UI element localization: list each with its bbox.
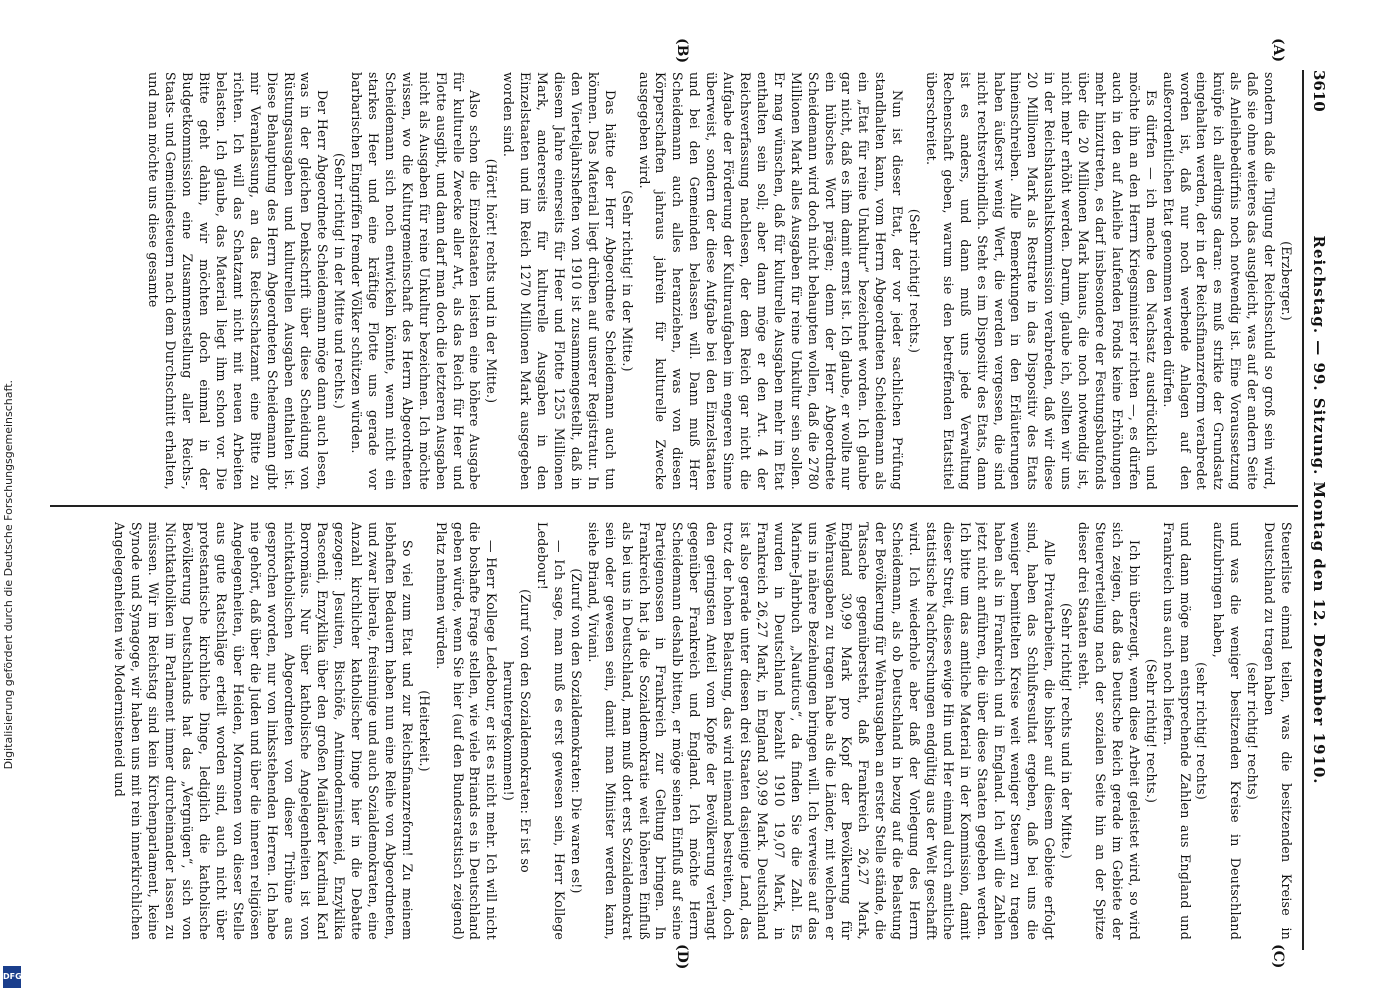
left-column bbox=[60, 72, 1294, 490]
interjection: (Zuruf von den Sozialdemokraten: Er ist so heruntergekommen!) bbox=[501, 589, 534, 873]
interjection: (Sehr richtig! in der Mitte.) bbox=[619, 190, 635, 372]
page-title: Reichstag. — 99. Sitzung. Montag den 12. Dezember 1910. bbox=[1310, 235, 1328, 785]
margin-marker-a: (A) bbox=[1270, 38, 1286, 63]
interjection: (Sehr richtig! rechts.) bbox=[1143, 658, 1159, 804]
page-header bbox=[1302, 70, 1330, 950]
interjection: (Sehr richtig! rechts.) bbox=[907, 208, 923, 354]
page-wrap bbox=[50, 38, 1330, 970]
margin-marker-c: (C) bbox=[1270, 944, 1286, 969]
dfg-logo: DFG bbox=[3, 966, 21, 988]
paragraph: Also schon die Einzelstaaten leisten eine höhere Ausgabe für kulturelle Zwecke aller Art, als das Reich für Heer und Flotte ausgibt, und dann darf man doch die letzteren Ausgaben nicht als Ausgaben für reine Unkultur bezeichnen. Ich möchte wissen, wo die Kulturgemeinschaft des Herrn Abgeordneten Scheidemann sich noch entwickeln könnte, wenn nicht ein starkes Heer und eine kräftige Flotte uns gerade vor barbarischen Eingriffen fremder Völker schützen würden. bbox=[349, 72, 483, 490]
interjection: (Hört! hört! rechts und in der Mitte.) bbox=[484, 158, 500, 404]
paragraph: Das hätte der Herr Abgeordnete Scheidemann auch tun können. Das Material liegt drüben auf unserer Registratur. In den Vierteljahrsheften von 1910 ist zusammengestellt, daß in diesem Jahre einerseits für Heer und Flotte 1255 Millionen Mark, andererseits für kulturelle Ausgaben in den Einzelstaaten und im Reich 1270 Millionen Mark ausgegeben worden sind. bbox=[501, 72, 618, 490]
paragraph: Steuerliste einmal teilen, was die besitzenden Kreise in Deutschland zu tragen haben bbox=[1262, 522, 1294, 940]
page-number: 3610 bbox=[1310, 70, 1328, 112]
interjection: (Sehr richtig! rechts und in der Mitte.) bbox=[1059, 602, 1075, 860]
paragraph: sondern daß die Tilgung der Reichsschuld so groß sein wird, daß sie ohne weiteres das ausgleicht, was auf der andern Seite als Anleihebedürfnis noch notwendig ist. Eine Voraussetzung knüpfe ich allerdings daran: es muß strikte der Grundsatz eingehalten werden, der in der Reichsfinanzreform verabredet worden ist, daß nur noch werbende Anlagen auf den außerordentlichen Etat genommen werden dürfen. bbox=[1160, 72, 1278, 490]
interjection: (Zuruf von den Sozialdemokraten: Die waren es!) bbox=[568, 568, 584, 894]
paragraph: So viel zum Etat und zur Reichsfinanzreform! Zu meinem lebhaften Bedauern haben nun eine Reihe von Abgeordneten, und zwar liberale, freisinnige und auch Sozialdemokraten, eine Anzahl kirchlicher katholischer Dinge hier in die Debatte gezogen: Jesuiten, Bischöfe, Antimodernisteneid, Enzyklika Pascendi, Enzyklika über den großen Mailänder Kardinal Karl Borromäus. Nur über katholische Angelegenheiten ist von nichtkatholischen Abgeordneten von dieser Tribüne aus gesprochen worden, nur von linksstehenden Herren. Ich habe nie gehört, daß über die Juden und über die inneren religiösen Angelegenheiten, über Heiden, Mormonen von dieser Stelle aus gute Ratschläge erteilt worden sind, auch nicht über protestantische kirchliche Dinge, lediglich die katholische Bevölkerung Deutschlands hat das „Vergnügen“, sich von Nichtkatholiken im Parlament immer durcheinander lassen zu müssen. Wir im Reichstag sind kein Kirchenparlament, keine Synode und Synagoge, wir haben uns mit rein innerkirchlichen Angelegenheiten wie Modernisteneid und bbox=[112, 522, 415, 940]
interjection: (sehr richtig! rechts) bbox=[1245, 662, 1261, 800]
paragraph: — Ich sage, man muß es erst gewesen sein, Herr Kollege Ledebour! bbox=[535, 522, 568, 940]
paragraph: und was die weniger besitzenden Kreise in Deutschland aufzubringen haben, bbox=[1211, 522, 1244, 940]
margin-marker-d: (D) bbox=[674, 944, 690, 970]
margin-marker-b: (B) bbox=[674, 38, 690, 64]
right-column bbox=[60, 522, 1294, 940]
paragraph: Nun ist dieser Etat, der vor jeder sachlichen Prüfung standhalten kann, vom Herrn Abgeordneten Scheidemann als ein „Etat für reine Unkultur“ bezeichnet worden. Ich glaube gar nicht, daß es ihm damit ernst ist. Ich glaube, er wollte nur ein hübsches Wort prägen; denn der Herr Abgeordnete Scheidemann wird doch nicht behaupten wollen, daß die 2780 Millionen Mark alles Ausgaben für reine Unkultur sein sollen. Er mag wünschen, daß für kulturelle Ausgaben mehr im Etat enthalten sein soll; aber dann möge er den Art. 4 der Reichsverfassung nachlesen, der dem Reich gar nicht die Aufgabe der Förderung der Kulturaufgaben im engeren Sinne überweist, sondern der diese Aufgabe bei den Einzelstaaten und bei den Gemeinden belassen will. Dann muß Herr Scheidemann auch alles heranziehen, was von diesen Körperschaften jahraus jahrein für kulturelle Zwecke ausgegeben wird. bbox=[636, 72, 906, 490]
interjection: (Sehr richtig! in der Mitte und rechts.) bbox=[332, 152, 348, 410]
paragraph: Ich bin überzeugt, wenn diese Arbeit geleistet wird, so wird sich zeigen, daß das Deutsche Reich gerade im Gebiete der Steuerverteilung nach der sozialen Seite hin an der Spitze dieser drei Staaten steht. bbox=[1076, 522, 1142, 940]
interjection: (sehr richtig! rechts) bbox=[1194, 662, 1210, 800]
paragraph: Es dürfen — ich mache den Nachsatz ausdrücklich und möchte ihn an den Herrn Kriegsminister richten —, es dürfen auch in den auf Anleihe laufenden Fonds keine Erhöhungen mehr hinzutreten, es darf insbesondere der Festungsbaufonds über die 20 Millionen Mark hinaus, die noch notwendig ist, nicht mehr erhöht werden. Darum, glaube ich, sollten wir uns in der Reichshaushaltskommission verabreden, daß wir diese 20 Millionen Mark als Restrate in das Dispositiv des Etats hineinschreiben. Alle Bemerkungen in den Erläuterungen haben äußerst wenig Wert, die werden vergessen, die sind nicht rechtsverbindlich. Steht es im Dispositiv des Etats, dann ist es anders, und dann muß uns jede Verwaltung Rechenschaft geben, warum sie den betreffenden Etatstitel überschreitet. bbox=[923, 72, 1159, 490]
paragraph: Alle Privatarbeiten, die bisher auf diesem Gebiete erfolgt sind, haben das Schlußresultat ergeben, daß bei uns die weniger bemittelten Kreise weit weniger Steuern zu tragen haben als in Frankreich und in England. Ich will die Zahlen jetzt nicht anführen, die über diese Staaten gegeben werden. Ich bitte um das amtliche Material in der Kommission, damit dieser Streit, dieses ewige Hin und Her einmal durch amtliche statistische Nachforschungen endgültig aus der Welt geschafft wird. Ich wiederhole aber daß der Vorlegung des Herrn Scheidemann, als ob Deutschland in bezug auf die Belastung der Bevölkerung für Wehrausgaben an erster Stelle stände, die Tatsache gegenübersteht, daß Frankreich 26,27 Mark, England 30,99 Mark pro Kopf der Bevölkerung für Wehrausgaben zu tragen habe als die Länder, mit welchen er uns in nähere Beziehungen bringen will. Ich verweise auf das Marine-Jahrbuch „Nauticus“, da finden Sie die Zahl. Es wurden in Deutschland bezahlt 1910 19,07 Mark, in Frankreich 26,27 Mark, in England 30,99 Mark. Deutschland ist also gerade unter diesen drei Staaten dasjenige Land, das trotz der hohen Belastung, das wird niemand bestreiten, doch den geringsten Anteil vom Kopfe der Bevölkerung verlangt gegenüber Frankreich und England. Ich möchte Herrn Scheidemann deshalb bitten, er möge seinen Einfluß auf seine Parteigenossen in Frankreich zur Geltung bringen. In Frankreich hat ja die Sozialdemokratie weit höheren Einfluß als bei uns in Deutschland, man muß dort erst Sozialdemokrat sein oder gewesen sein, damit man Minister werden kann, siehe Briand, Viviani. bbox=[585, 522, 1058, 940]
column-divider bbox=[50, 505, 1298, 507]
interjection: (Heiterkeit.) bbox=[416, 690, 432, 772]
document-page bbox=[50, 38, 1330, 970]
digitization-credit bbox=[0, 380, 26, 1000]
paragraph: — Herr Kollege Ledebour, er ist es nicht mehr. Ich will nicht die boshafte Frage stellen, wie viele Briands es in Deutschland geben würde, wenn Sie hier (auf den Bundesratstisch zeigend) Platz nehmen würden. bbox=[433, 522, 500, 940]
paragraph: und dann möge man entsprechende Zahlen aus England und Frankreich uns auch noch liefern. bbox=[1160, 522, 1193, 940]
paragraph: Der Herr Abgeordnete Scheidemann möge dann auch lesen, was in der gleichen Denkschrift über diese Scheidung von Rüstungsausgaben und kulturellen Ausgaben enthalten ist. Diese Behauptung des Herrn Abgeordneten Scheidemann gibt mir Veranlassung, an das Reichsschatzamt eine Bitte zu richten. Ich will das Schatzamt nicht mit neuen Arbeiten belasten. Ich glaube, das Material liegt ihm schon vor. Die Bitte geht dahin, wir möchten doch einmal in der Budgetkommission eine Zusammenstellung aller Reichs-, Staats- und Gemeindesteuern nach dem Durchschnitt erhalten, und man möchte uns diese gesamte bbox=[146, 72, 331, 490]
credit-text: Digitalisierung gefördert durch die Deutsche Forschungsgemeinschaft. bbox=[2, 380, 15, 770]
interjection: (Erzberger.) bbox=[1279, 241, 1294, 321]
